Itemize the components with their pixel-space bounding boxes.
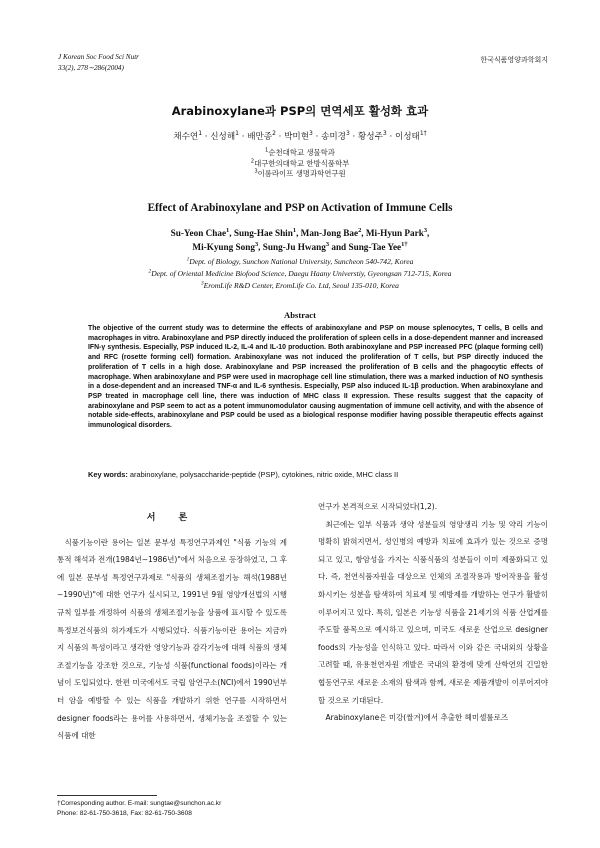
korean-author: 채수연$^1$: [173, 130, 203, 142]
korean-affiliation: $^1$순천대학교 생물학과: [265, 147, 335, 157]
left-column: [57, 498, 287, 745]
right-column: [318, 498, 548, 727]
korean-affiliation: $^3$이롬라이프 생명과학연구원: [254, 168, 346, 178]
english-author: Mi-Kyung Song$^3$: [192, 240, 259, 252]
korean-author: 송미경$^3$: [321, 130, 350, 142]
introduction-heading: 서 론: [146, 513, 198, 523]
abstract-body: The objective of the current study was to determine the effects of arabinoxylane and PSP on mouse splenocytes, T cells, B cells and macrophages in vitro. Arabinoxylane and PSP directly induced the proliferation of spleen cells in a dose-dependent manner and increased IFN-γ synthesis. Especially, PSP induced IL-2, IL-4 and IL-10 production. Both arabinoxylane and PSP increased PFC (plaque forming cell) and RFC (rosette forming cell) formation. Arabinoxylane was not induced the proliferation of T cells, but PSP directly induced the proliferation of T cells in a high dose. Arabinoxylane and PSP increased the proliferation of B cells and the phagocytic effects of macrophage. When arabinoxylane and PSP were used in macrophage cell line stimulation, there was a marked induction of NO synthesis in a dose-dependent and an increased TNF-α and IL-6 synthesis. Especially, PSP also induced IL-1β production. When arabinoxylane and PSP treated in macrophage cell line, there was induction of MHC class II expression. These results suggest that the capacity of arabinoxylane and PSP seem to act as a potent immunomodulator causing augmentation of immune cell activity, and with the absence of notable side-effects, arabinoxylane and PSP could be used as a biological response modifier having possible therapeutic effects against immunological disorders.: [88, 325, 543, 430]
korean-author: 이성태$^{1\dagger}$: [394, 130, 427, 142]
abstract-heading: Abstract: [284, 310, 316, 320]
right-paragraph-2: Arabinoxylane은 미강(쌀겨)에서 추출한 헤미셀룰로즈: [325, 713, 509, 723]
english-authors-line-2: Mi-Kyung Song$^3$, Sung-Ju Hwang$^3$ and Sung-Tae Yee$^{1\dagger}$: [192, 240, 408, 252]
society-name: 한국식품영양과학회지: [480, 56, 548, 64]
korean-author: 배만종$^2$: [247, 130, 276, 142]
english-affiliations: [0, 256, 600, 292]
korean-affiliation: $^2$대구한의대학교 한방식품학부: [250, 158, 350, 168]
english-affiliation: $^1$Dept. of Biology, Sunchon National University, Suncheon 540-742, Korea: [186, 256, 414, 266]
korean-authors: 채수연$^1$ · 신성해$^1$ · 배만종$^2$ · 박미현$^3$ · 송미경$^3$ · 황성주$^3$ · 이성태$^{1\dagger}$: [173, 130, 427, 142]
english-author: Sung-Ju Hwang$^3$: [262, 240, 330, 252]
footnote: [57, 799, 221, 819]
author-conjunction: and: [329, 241, 349, 252]
right-paragraph-1: 최근에는 일부 식품과 생약 성분들의 영양생리 기능 및 약리 기능이 명확히 밝혀지면서, 성인병의 예방과 치료에 효과가 있는 것으로 증명되고 있고, 항암성을 가지는 식품식품의 성분들이 이미 제품화되고 있다. 즉, 천연식품자원을 대상으로 인체의 조절작용과 방어작용을 활성화시키는 성분을 탐색하여 치료제 및 예방제를 개발하는 연구가 활발히 이루어지고 있다. 특히, 일본은 기능성 식품을 21세기의 식품 산업계를 주도할 품목으로 예시하고 있으며, 미국도 새로운 산업으로 designer foods의 가능성을 인식하고 있다. 따라서 이와 같은 국내외의 상황을 고려할 때, 유용천연자원 개발은 국내의 환경에 맞게 산학연의 긴밀한 협동연구로 새로운 소재의 탐색과 함께, 새로운 제품개발이 이루어져야 할 것으로 기대된다.: [318, 519, 548, 705]
korean-author: 황성주$^3$: [358, 130, 387, 142]
english-author: Man-Jong Bae$^2$: [300, 226, 362, 238]
journal-volume: 33(2), 278∼286(2004): [58, 64, 124, 72]
journal-name: J Korean Soc Food Sci Nutr: [58, 53, 139, 61]
footnote-rule: [57, 795, 157, 796]
journal-header: [58, 52, 139, 74]
left-paragraph: 식품기능이란 용어는 일본 문부성 특정연구과제인 "식품 기능의 계통적 해석과 전개(1984년∼1986년)"에서 처음으로 등장하였고, 그 후에 일본 문부성 특정연구과제로 "식품의 생체조절기능 해석(1988년∼1990년)"에 대한 연구가 실시되고, 1991년 9월 영양개선법의 시행규칙 일부를 개정하여 식품의 생체조절기능을 상품에 표시할 수 있도록 특정보건식품의 허가제도가 시행되었다. 식품기능이란 용어는 지금까지 식품의 특성이라고 생각한 영양기능과 감각기능에 대해 식품의 생체조절기능을 강조한 것으로, 기능성 식품(functional foods)이라는 개념이 도입되었다. 한편 미국에서도 국립 암연구소(NCI)에서 1990년부터 암을 예방할 수 있는 식품을 개발하기 위한 연구를 시작하면서 designer foods라는 용어를 사용하면서, 생체기능을 조절할 수 있는 식품에 대한: [57, 537, 287, 741]
english-affiliation: $^3$EromLife R&D Center, EromLife Co. Ltd, Seoul 135-010, Korea: [201, 280, 399, 290]
keywords-text: arabinoxylane, polysaccharide-peptide (PSP), cytokines, nitric oxide, MHC class II: [129, 470, 399, 479]
english-author: Sung-Tae Yee$^{1\dagger}$: [348, 240, 408, 252]
english-author: Sung-Hae Shin$^1$: [233, 226, 297, 238]
right-paragraph-continued: 연구가 본격적으로 시작되었다(1,2).: [318, 502, 438, 511]
english-authors-line-1: Su-Yeon Chae$^1$, Sung-Hae Shin$^1$, Man-Jong Bae$^2$, Mi-Hyun Park$^3$,: [170, 226, 430, 238]
korean-author: 박미현$^3$: [284, 130, 313, 142]
corresponding-author: †Corresponding author. E-mail: sungtae@sunchon.ac.kr: [57, 800, 222, 807]
keywords-label: Key words:: [88, 470, 128, 479]
english-authors: [0, 227, 600, 254]
contact-phone-fax: Phone: 82-61-750-3618, Fax: 82-61-750-3608: [57, 810, 192, 817]
english-author: Mi-Hyun Park$^3$: [365, 226, 428, 238]
english-author: Su-Yeon Chae$^1$: [170, 226, 230, 238]
korean-affiliations: [0, 148, 600, 180]
english-title: Effect of Arabinoxylane and PSP on Activation of Immune Cells: [147, 202, 453, 214]
korean-title: Arabinoxylane과 PSP의 면역세포 활성화 효과: [171, 104, 429, 118]
english-affiliation: $^2$Dept. of Oriental Medicine Biofood Science, Daegu Haany Universtiy, Gyeongsan 712-715, Korea: [148, 268, 452, 278]
korean-author: 신성해$^1$: [210, 130, 239, 142]
keywords: [88, 470, 548, 480]
